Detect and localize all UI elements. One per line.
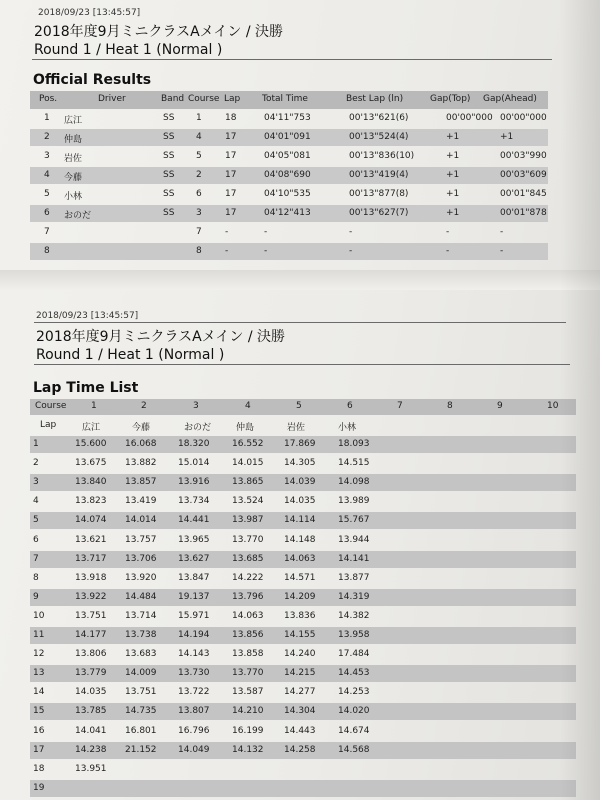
official-result-row [30, 243, 548, 260]
official-cell-best-lap: - [349, 227, 353, 237]
official-cell-pos: 8 [44, 246, 50, 256]
lap-number: 2 [33, 458, 39, 468]
lap-time-cell: 13.944 [338, 535, 370, 545]
lap-time-cell: 14.319 [338, 592, 370, 602]
lap-time-cell: 13.734 [178, 496, 210, 506]
official-cell-gap-ahead: - [500, 227, 504, 237]
official-cell-gap-top: +1 [446, 151, 460, 161]
lap-time-cell: 14.571 [284, 573, 316, 583]
lap-driver-name: 岩佐 [287, 423, 306, 433]
lap-time-cell: 13.730 [178, 668, 210, 678]
lap-time-cell: 13.785 [75, 706, 107, 716]
official-cell-driver: 小林 [64, 192, 83, 202]
official-cell-course: 1 [196, 113, 202, 123]
official-cell-total-time: 04'01"091 [264, 132, 311, 142]
lap-time-cell: 13.587 [232, 687, 264, 697]
official-header-driver: Driver [98, 94, 126, 104]
lap-time-cell: 14.114 [284, 515, 316, 525]
lap-time-cell: 17.484 [338, 649, 370, 659]
lap-course-number: 10 [547, 401, 559, 411]
official-cell-total-time: 04'12"413 [264, 208, 311, 218]
lap-number: 10 [33, 611, 45, 621]
lap-time-cell: 13.627 [178, 554, 210, 564]
lap-driver-name: おのだ [184, 423, 212, 433]
official-cell-driver: 今藤 [64, 173, 83, 183]
lap-time-cell: 13.823 [75, 496, 107, 506]
official-cell-lap: 18 [225, 113, 237, 123]
lap-time-cell: 21.152 [125, 745, 157, 755]
lap-number: 9 [33, 592, 39, 602]
lap-time-cell: 14.515 [338, 458, 370, 468]
lap-time-cell: 14.015 [232, 458, 264, 468]
lap-course-number: 5 [296, 401, 302, 411]
official-header-pos: Pos. [39, 94, 58, 104]
lap-time-cell: 14.215 [284, 668, 316, 678]
lap-course-label: Course [35, 401, 67, 411]
lap-time-cell: 14.009 [125, 668, 157, 678]
lap-time-cell: 13.714 [125, 611, 157, 621]
official-cell-lap: - [225, 227, 229, 237]
lap-time-cell: 13.806 [75, 649, 107, 659]
lap-time-cell: 18.320 [178, 439, 210, 449]
official-header-lap: Lap [224, 94, 241, 104]
official-cell-driver: 仲島 [64, 135, 83, 145]
lap-course-number: 1 [91, 401, 97, 411]
lap-time-cell: 13.621 [75, 535, 107, 545]
official-cell-gap-top: - [446, 227, 450, 237]
official-result-row [30, 205, 548, 222]
official-cell-best-lap: 00'13"627(7) [349, 208, 409, 218]
paper-fold [0, 270, 600, 290]
lap-time-cell: 14.443 [284, 726, 316, 736]
lap-time-cell: 14.132 [232, 745, 264, 755]
lap-number: 11 [33, 630, 45, 640]
lap-time-cell: 14.039 [284, 477, 316, 487]
official-header-course: Course [188, 94, 220, 104]
lap-time-cell: 13.770 [232, 668, 264, 678]
official-cell-band: SS [163, 132, 175, 142]
official-cell-driver: おのだ [64, 211, 92, 221]
official-cell-lap: 17 [225, 208, 237, 218]
lap-row [30, 627, 576, 644]
lap-driver-name: 今藤 [132, 423, 151, 433]
lap-number: 1 [33, 439, 39, 449]
lap-time-cell: 13.922 [75, 592, 107, 602]
official-cell-course: 7 [196, 227, 202, 237]
lap-time-cell: 13.918 [75, 573, 107, 583]
lap-time-cell: 15.971 [178, 611, 210, 621]
official-cell-gap-ahead: 00'03"990 [500, 151, 547, 161]
lap-time-cell: 14.258 [284, 745, 316, 755]
official-cell-best-lap: 00'13"524(4) [349, 132, 409, 142]
lap-time-cell: 13.807 [178, 706, 210, 716]
lap-course-number: 6 [347, 401, 353, 411]
lap-time-cell: 14.382 [338, 611, 370, 621]
lap-time-cell: 13.856 [232, 630, 264, 640]
lap-course-number: 8 [447, 401, 453, 411]
lap-course-number: 4 [245, 401, 251, 411]
official-cell-best-lap: - [349, 246, 353, 256]
official-cell-lap: 17 [225, 189, 237, 199]
lap-time-cell: 16.199 [232, 726, 264, 736]
official-header-total-time: Total Time [262, 94, 308, 104]
second-top-rule [34, 322, 566, 323]
lap-time-cell: 14.210 [232, 706, 264, 716]
lap-time-cell: 13.796 [232, 592, 264, 602]
lap-time-cell: 13.951 [75, 764, 107, 774]
official-cell-gap-top: +1 [446, 208, 460, 218]
lap-number: 12 [33, 649, 45, 659]
lap-row [30, 512, 576, 529]
lap-number: 8 [33, 573, 39, 583]
lap-time-cell: 13.675 [75, 458, 107, 468]
lap-number: 5 [33, 515, 39, 525]
official-cell-total-time: 04'10"535 [264, 189, 311, 199]
official-cell-lap: 17 [225, 170, 237, 180]
lap-row [30, 436, 576, 453]
lap-time-cell: 14.098 [338, 477, 370, 487]
lap-course-number: 9 [497, 401, 503, 411]
lap-row [30, 455, 576, 472]
official-cell-band: SS [163, 170, 175, 180]
lap-time-cell: 14.305 [284, 458, 316, 468]
lap-time-cell: 16.068 [125, 439, 157, 449]
lap-row [30, 532, 576, 549]
second-round-heat: Round 1 / Heat 1 (Normal ) [36, 347, 225, 363]
official-cell-band: SS [163, 151, 175, 161]
official-cell-lap: 17 [225, 132, 237, 142]
official-result-row [30, 186, 548, 203]
lap-driver-name: 仲島 [236, 423, 255, 433]
official-cell-pos: 3 [44, 151, 50, 161]
official-header-best-lap: Best Lap (ln) [346, 94, 404, 104]
second-title-rule [34, 364, 570, 365]
official-cell-gap-top: 00'00"000 [446, 113, 493, 123]
official-cell-pos: 7 [44, 227, 50, 237]
lap-time-cell: 13.987 [232, 515, 264, 525]
second-timestamp: 2018/09/23 [13:45:57] [36, 311, 139, 321]
lap-row [30, 703, 576, 720]
official-cell-gap-ahead: 00'01"878 [500, 208, 547, 218]
lap-time-cell: 14.014 [125, 515, 157, 525]
lap-time-cell: 13.717 [75, 554, 107, 564]
lap-row [30, 780, 576, 797]
official-header-gap-top: Gap(Top) [430, 94, 471, 104]
lap-time-cell: 14.177 [75, 630, 107, 640]
top-round-heat: Round 1 / Heat 1 (Normal ) [34, 42, 223, 58]
lap-time-cell: 13.757 [125, 535, 157, 545]
official-cell-pos: 1 [44, 113, 50, 123]
official-cell-driver: 広江 [64, 116, 83, 126]
official-cell-best-lap: 00'13"877(8) [349, 189, 409, 199]
lap-row [30, 742, 576, 759]
official-cell-best-lap: 00'13"836(10) [349, 151, 415, 161]
lap-time-cell: 14.074 [75, 515, 107, 525]
official-result-row [30, 110, 548, 127]
lap-time-cell: 14.194 [178, 630, 210, 640]
official-cell-total-time: 04'11"753 [264, 113, 311, 123]
official-cell-gap-top: +1 [446, 170, 460, 180]
lap-time-cell: 14.148 [284, 535, 316, 545]
official-cell-gap-ahead: 00'01"845 [500, 189, 547, 199]
lap-course-number: 7 [397, 401, 403, 411]
official-cell-best-lap: 00'13"419(4) [349, 170, 409, 180]
top-timestamp: 2018/09/23 [13:45:57] [38, 8, 141, 18]
lap-row [30, 646, 576, 663]
official-cell-pos: 4 [44, 170, 50, 180]
lap-number: 7 [33, 554, 39, 564]
lap-time-cell: 16.552 [232, 439, 264, 449]
lap-time-cell: 13.685 [232, 554, 264, 564]
lap-number: 15 [33, 706, 45, 716]
official-cell-best-lap: 00'13"621(6) [349, 113, 409, 123]
lap-time-cell: 13.958 [338, 630, 370, 640]
official-cell-total-time: - [264, 246, 268, 256]
lap-time-cell: 13.524 [232, 496, 264, 506]
official-cell-pos: 5 [44, 189, 50, 199]
lap-time-cell: 13.751 [125, 687, 157, 697]
lap-time-cell: 13.779 [75, 668, 107, 678]
lap-time-cell: 13.877 [338, 573, 370, 583]
lap-time-cell: 14.277 [284, 687, 316, 697]
official-cell-pos: 6 [44, 208, 50, 218]
lap-time-cell: 15.767 [338, 515, 370, 525]
lap-row [30, 608, 576, 625]
lap-row [30, 665, 576, 682]
lap-driver-name: 小林 [338, 423, 357, 433]
lap-time-cell: 14.238 [75, 745, 107, 755]
lap-time-cell: 14.222 [232, 573, 264, 583]
lap-course-header-row [30, 399, 576, 415]
lap-label: Lap [40, 420, 57, 430]
lap-time-cell: 13.706 [125, 554, 157, 564]
official-cell-band: SS [163, 113, 175, 123]
lap-number: 18 [33, 764, 45, 774]
official-header-row [30, 91, 548, 109]
lap-time-cell: 13.770 [232, 535, 264, 545]
lap-time-cell: 13.882 [125, 458, 157, 468]
lap-time-cell: 15.014 [178, 458, 210, 468]
lap-time-cell: 13.920 [125, 573, 157, 583]
lap-row [30, 723, 576, 740]
lap-time-cell: 15.600 [75, 439, 107, 449]
lap-time-cell: 13.751 [75, 611, 107, 621]
lap-row [30, 589, 576, 606]
lap-time-cell: 14.035 [284, 496, 316, 506]
official-cell-total-time: - [264, 227, 268, 237]
lap-time-list-heading: Lap Time List [33, 380, 139, 396]
official-header-gap-ahead: Gap(Ahead) [483, 94, 537, 104]
lap-time-cell: 13.683 [125, 649, 157, 659]
lap-number: 16 [33, 726, 45, 736]
lap-row [30, 761, 576, 778]
lap-time-cell: 13.738 [125, 630, 157, 640]
official-cell-pos: 2 [44, 132, 50, 142]
lap-time-cell: 13.847 [178, 573, 210, 583]
lap-time-cell: 14.453 [338, 668, 370, 678]
official-cell-total-time: 04'05"081 [264, 151, 311, 161]
official-cell-course: 8 [196, 246, 202, 256]
lap-time-cell: 16.801 [125, 726, 157, 736]
lap-course-number: 2 [141, 401, 147, 411]
official-cell-course: 6 [196, 189, 202, 199]
lap-number: 13 [33, 668, 45, 678]
lap-number: 19 [33, 783, 45, 793]
lap-row [30, 551, 576, 568]
lap-course-number: 3 [193, 401, 199, 411]
official-header-band: Band [161, 94, 185, 104]
lap-time-cell: 14.020 [338, 706, 370, 716]
official-cell-band: SS [163, 189, 175, 199]
lap-time-cell: 14.735 [125, 706, 157, 716]
lap-time-cell: 13.858 [232, 649, 264, 659]
lap-time-cell: 13.836 [284, 611, 316, 621]
official-cell-gap-top: - [446, 246, 450, 256]
lap-number: 14 [33, 687, 45, 697]
official-cell-lap: - [225, 246, 229, 256]
official-cell-driver: 岩佐 [64, 154, 83, 164]
lap-time-cell: 14.484 [125, 592, 157, 602]
lap-time-cell: 14.141 [338, 554, 370, 564]
lap-time-cell: 14.568 [338, 745, 370, 755]
lap-row [30, 474, 576, 491]
lap-time-cell: 13.840 [75, 477, 107, 487]
top-race-title: 2018年度9月ミニクラスAメイン / 決勝 [34, 24, 284, 40]
lap-time-cell: 13.419 [125, 496, 157, 506]
official-result-row [30, 167, 548, 184]
official-cell-total-time: 04'08"690 [264, 170, 311, 180]
top-title-rule [32, 59, 552, 60]
official-cell-lap: 17 [225, 151, 237, 161]
lap-time-cell: 14.253 [338, 687, 370, 697]
lap-time-cell: 14.209 [284, 592, 316, 602]
lap-time-cell: 14.063 [284, 554, 316, 564]
lap-time-cell: 14.441 [178, 515, 210, 525]
official-cell-gap-top: +1 [446, 189, 460, 199]
second-race-title: 2018年度9月ミニクラスAメイン / 決勝 [36, 329, 286, 345]
official-result-row [30, 148, 548, 165]
lap-number: 3 [33, 477, 39, 487]
lap-time-cell: 13.916 [178, 477, 210, 487]
lap-time-cell: 14.240 [284, 649, 316, 659]
official-cell-course: 5 [196, 151, 202, 161]
lap-time-cell: 14.155 [284, 630, 316, 640]
official-cell-course: 3 [196, 208, 202, 218]
lap-time-cell: 14.041 [75, 726, 107, 736]
official-cell-gap-ahead: 00'00"000 [500, 113, 547, 123]
lap-time-cell: 18.093 [338, 439, 370, 449]
lap-time-cell: 14.063 [232, 611, 264, 621]
lap-time-cell: 14.035 [75, 687, 107, 697]
lap-time-cell: 19.137 [178, 592, 210, 602]
official-cell-gap-ahead: - [500, 246, 504, 256]
lap-row [30, 493, 576, 510]
official-cell-gap-top: +1 [446, 132, 460, 142]
lap-time-cell: 14.143 [178, 649, 210, 659]
lap-row [30, 570, 576, 587]
lap-time-cell: 16.796 [178, 726, 210, 736]
lap-time-cell: 17.869 [284, 439, 316, 449]
lap-time-cell: 13.857 [125, 477, 157, 487]
lap-row [30, 684, 576, 701]
lap-time-cell: 13.989 [338, 496, 370, 506]
lap-time-cell: 13.722 [178, 687, 210, 697]
lap-number: 17 [33, 745, 45, 755]
lap-driver-header-row [30, 417, 576, 434]
official-cell-gap-ahead: +1 [500, 132, 514, 142]
lap-driver-name: 広江 [82, 423, 101, 433]
official-cell-gap-ahead: 00'03"609 [500, 170, 547, 180]
lap-time-cell: 13.865 [232, 477, 264, 487]
official-cell-course: 2 [196, 170, 202, 180]
lap-time-cell: 14.304 [284, 706, 316, 716]
page-shadow [560, 0, 600, 800]
official-result-row [30, 224, 548, 241]
official-results-heading: Official Results [33, 72, 152, 88]
lap-time-cell: 14.674 [338, 726, 370, 736]
lap-number: 4 [33, 496, 39, 506]
lap-time-cell: 14.049 [178, 745, 210, 755]
official-result-row [30, 129, 548, 146]
official-cell-course: 4 [196, 132, 202, 142]
lap-time-cell: 13.965 [178, 535, 210, 545]
lap-number: 6 [33, 535, 39, 545]
official-cell-band: SS [163, 208, 175, 218]
